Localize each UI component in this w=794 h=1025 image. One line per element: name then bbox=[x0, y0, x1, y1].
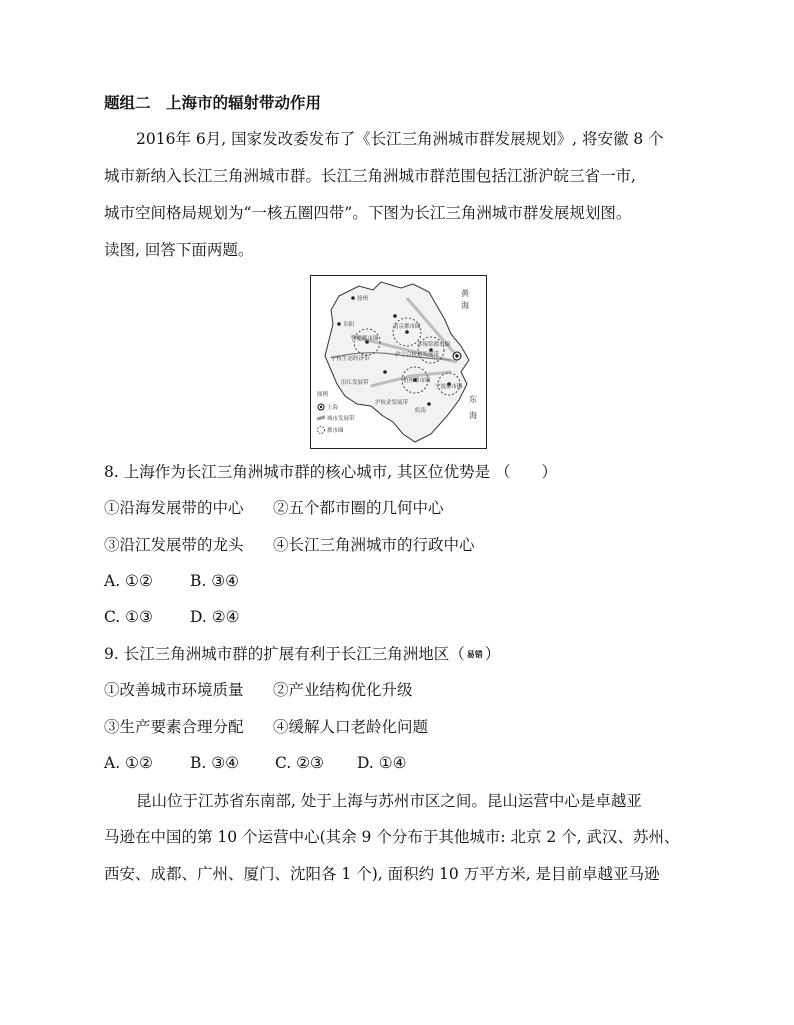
place-label-6: 宁杭生态经济带 bbox=[331, 356, 370, 362]
q8-stem: 8. 上海作为长江三角洲城市群的核心城市, 其区位优势是 （ ） bbox=[104, 463, 557, 481]
q9-option-4: ④缓解人口老龄化问题 bbox=[273, 718, 429, 736]
place-label-11: 沪杭金发展带 bbox=[375, 400, 409, 406]
q9-option-1: ①改善城市环境质量 bbox=[104, 681, 244, 699]
intro-line-3: 城市空间格局规划为“一核五圈四带”。下图为长江三角洲城市群发展规划图。 bbox=[104, 204, 632, 222]
passage-line-1: 昆山位于江苏省东南部, 处于上海与苏州市区之间。昆山运营中心是卓越亚 bbox=[136, 792, 642, 810]
q9-choice-d: D. ①④ bbox=[357, 754, 407, 772]
q9-choice-a: A. ①② bbox=[104, 754, 153, 772]
sea-label-3: 东 bbox=[469, 395, 477, 404]
q8-choice-b: B. ③④ bbox=[190, 572, 240, 590]
q8-option-2: ②五个都市圈的几何中心 bbox=[273, 499, 444, 517]
section-heading: 题组二 上海市的辐射带动作用 bbox=[104, 94, 322, 112]
yangtze-delta-map bbox=[310, 275, 487, 449]
place-label-7: 沪宁合杭甬发展带 bbox=[395, 352, 440, 358]
legend-item-1: 上海 bbox=[327, 405, 339, 411]
place-label-5: 苏锡常都市圈 bbox=[417, 342, 451, 348]
place-label-2: 阜阳 bbox=[343, 322, 355, 328]
q9-stem-close: ） bbox=[484, 645, 501, 663]
q8-option-3: ③沿江发展带的龙头 bbox=[104, 536, 244, 554]
q9-option-3: ③生产要素合理分配 bbox=[104, 718, 244, 736]
sea-label-2: 海 bbox=[461, 301, 469, 310]
q9-badge: 易错 bbox=[466, 650, 483, 659]
intro-line-1: 2016年 6月, 国家发改委发布了《长江三角洲城市群发展规划》, 将安徽 8 个 bbox=[136, 130, 664, 148]
place-label-3: 南京都市圈 bbox=[393, 324, 421, 330]
legend-item-3: 都市圈 bbox=[327, 428, 344, 434]
place-label-1: 徐州 bbox=[357, 296, 369, 302]
place-label-8: 杭州都市圈 bbox=[403, 378, 431, 384]
q9-stem-text: 9. 长江三角洲城市群的扩展有利于长江三角洲地区（ bbox=[104, 645, 465, 663]
passage-line-3: 西安、成都、广州、厦门、沈阳各 1 个), 面积约 10 万平方米, 是目前卓越亚马逊 bbox=[104, 865, 660, 883]
q9-stem bbox=[104, 644, 500, 665]
sea-label-1: 黄 bbox=[461, 289, 469, 298]
passage-line-2: 马逊在中国的第 10 个运营中心(其余 9 个分布于其他城市: 北京 2 个, 武汉、苏州、 bbox=[104, 828, 680, 846]
q8-choice-c: C. ①③ bbox=[104, 608, 153, 626]
q9-choice-b: B. ③④ bbox=[190, 754, 240, 772]
place-label-4: 合肥都市圈 bbox=[351, 336, 379, 342]
q8-option-4: ④长江三角洲城市的行政中心 bbox=[273, 536, 475, 554]
place-label-9: 宁波都市圈 bbox=[435, 384, 463, 390]
sea-label-4: 海 bbox=[469, 411, 477, 420]
q8-choice-a: A. ①② bbox=[104, 572, 153, 590]
intro-line-2: 城市新纳入长江三角洲城市群。长江三角洲城市群范围包括江浙沪皖三省一市, bbox=[104, 167, 636, 185]
q8-choice-d: D. ②④ bbox=[190, 608, 240, 626]
legend-item-2: 城市发展带 bbox=[327, 416, 355, 422]
place-label-10: 沿江发展带 bbox=[341, 380, 369, 386]
place-label-12: 皖南 bbox=[415, 408, 427, 414]
intro-line-4: 读图, 回答下面两题。 bbox=[104, 241, 254, 259]
q8-option-1: ①沿海发展带的中心 bbox=[104, 499, 244, 517]
q9-option-2: ②产业结构优化升级 bbox=[273, 681, 413, 699]
q9-choice-c: C. ②③ bbox=[275, 754, 324, 772]
map-svg bbox=[311, 276, 486, 448]
legend-title: 图例 bbox=[317, 392, 329, 398]
